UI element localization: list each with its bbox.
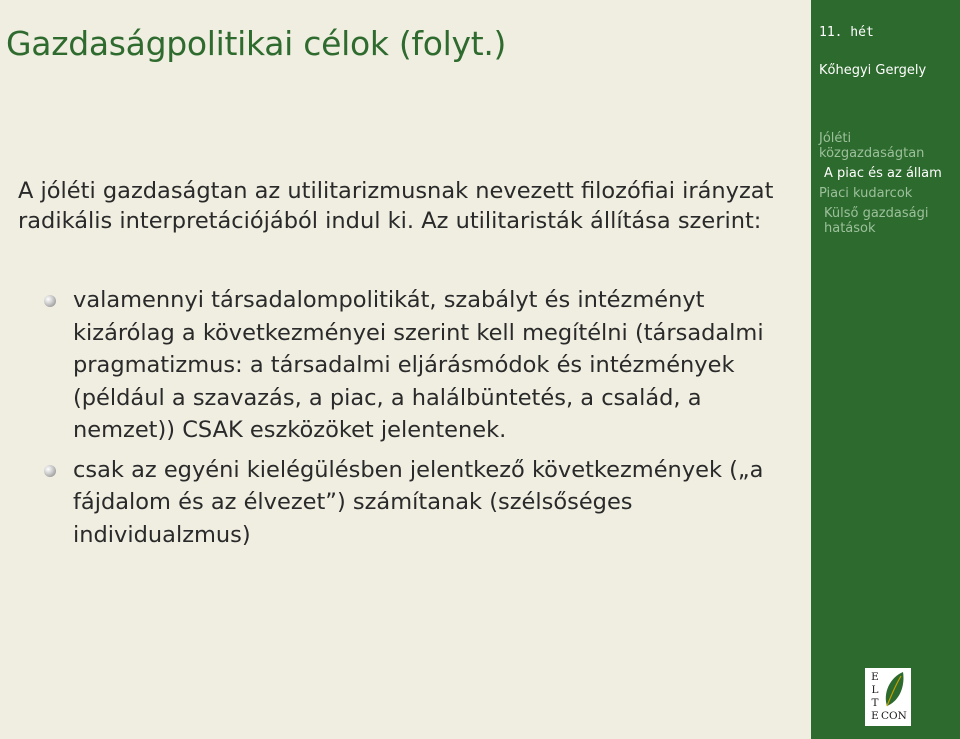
sidebar-item-label: A piac és az állam	[824, 166, 942, 181]
bullet-line: valamennyi társadalompolitikát, szabályt és intézményt	[73, 287, 705, 313]
logo-suffix: CON	[881, 710, 907, 722]
bullet-line: csak az egyéni kielégülésben jelentkező következmények („a	[73, 456, 764, 483]
bullet-line: individualzmus)	[73, 521, 251, 548]
bullet-line: pragmatizmus: a társadalmi eljárásmódok és intézmények	[73, 352, 735, 378]
bullet-line: kizárólag a következményei szerint kell megítélni (társadalmi	[73, 319, 764, 346]
sidebar-item-piac-es-allam[interactable]	[819, 166, 959, 181]
sidebar	[811, 0, 960, 739]
sidebar-item-label: Külső gazdasági	[824, 206, 929, 221]
sidebar-week: 11. hét	[819, 25, 874, 40]
elte-econ-logo	[865, 668, 911, 726]
sidebar-item-label: közgazdaságtan	[819, 146, 925, 161]
intro-line: radikális interpretációjából indul ki. Az utilitaristák állítása szerint:	[18, 208, 762, 234]
bullet-ball-icon	[44, 295, 56, 307]
sidebar-author: Kőhegyi Gergely	[819, 63, 927, 78]
intro-line: A jóléti gazdaságtan az utilitarizmusnak nevezett filozófiai irányzat	[18, 178, 774, 204]
intro-paragraph	[18, 176, 803, 236]
bullet-item	[44, 454, 804, 552]
bullet-ball-icon	[44, 465, 56, 477]
sidebar-item-joleti-kozgazdasagtan[interactable]	[819, 131, 959, 161]
sidebar-item-piaci-kudarcok[interactable]	[819, 186, 959, 201]
sidebar-item-label: hatások	[824, 221, 876, 236]
slide-title: Gazdaságpolitikai célok (folyt.)	[6, 24, 507, 63]
logo-letter: T	[871, 697, 879, 709]
logo-letter: E	[871, 710, 879, 722]
sidebar-nav	[819, 131, 959, 241]
bullet-line: (például a szavazás, a piac, a halálbüntetés, a család, a	[73, 384, 702, 411]
bullet-line: nemzet)) CSAK eszközöket jelentenek.	[73, 417, 507, 443]
bullet-line: fájdalom és az élvezet”) számítanak (szélsőséges	[73, 489, 633, 515]
leaf-icon	[879, 670, 909, 710]
sidebar-item-label: Piaci kudarcok	[819, 186, 913, 201]
logo-letter: E	[871, 671, 879, 683]
bullet-list	[44, 284, 804, 558]
sidebar-item-label: Jóléti	[819, 131, 852, 146]
logo-letter: L	[871, 684, 879, 696]
bullet-item	[44, 284, 804, 447]
sidebar-item-kulso-gazdasagi-hatasok[interactable]	[819, 206, 959, 236]
